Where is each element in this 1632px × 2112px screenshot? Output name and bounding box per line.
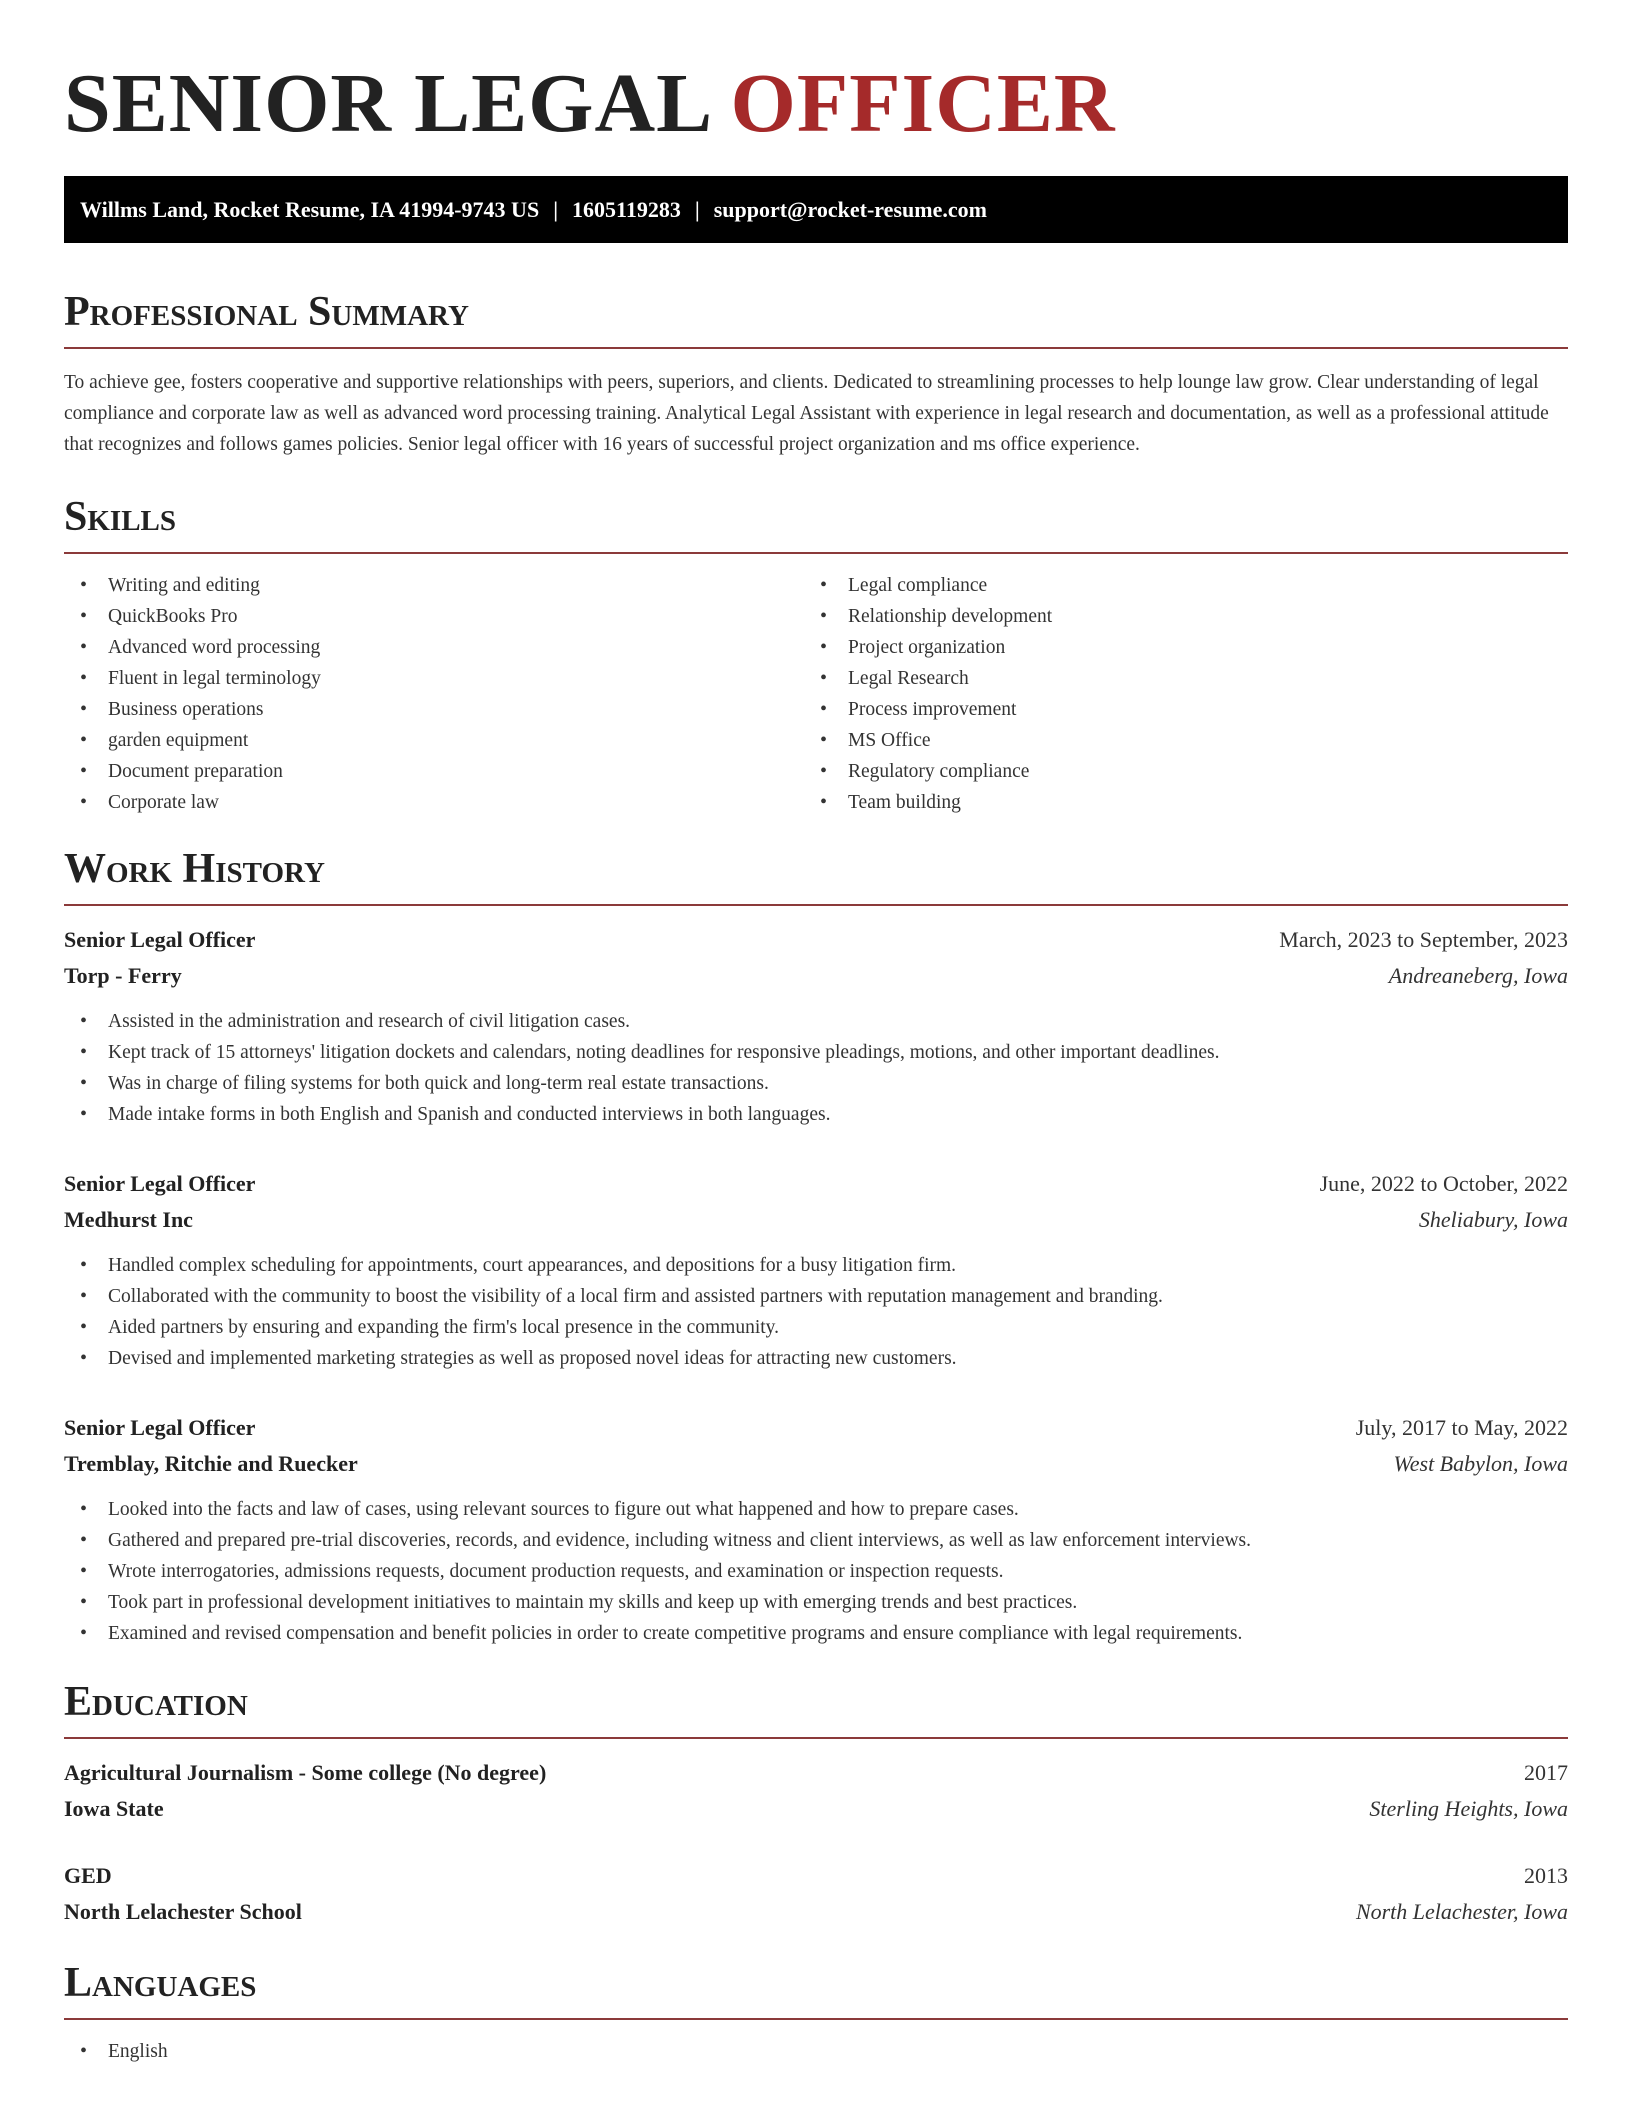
education-school-row: [64, 1894, 1568, 1930]
skills-list-right: [804, 570, 1544, 818]
education-entry: [64, 1858, 1568, 1930]
list-item: • Looked into the facts and law of cases, using relevant sources to figure out what happened and how to prepare cases.: [64, 1494, 1568, 1525]
list-item: • Kept track of 15 attorneys' litigation dockets and calendars, noting deadlines for responsive pleadings, motions, and other important deadlines.: [64, 1037, 1568, 1068]
list-item: • Was in charge of filing systems for both quick and long-term real estate transactions.: [64, 1068, 1568, 1099]
list-item: • Advanced word processing: [64, 632, 804, 663]
skills-grid: [64, 570, 1568, 818]
job-company-row: [64, 958, 1568, 994]
job-company: Torp - Ferry: [64, 963, 182, 988]
list-item: • Collaborated with the community to boost the visibility of a local firm and assisted partners with reputation management and branding.: [64, 1281, 1568, 1312]
list-item: • garden equipment: [64, 725, 804, 756]
education-degree-row: [64, 1755, 1568, 1791]
education-degree: Agricultural Journalism - Some college (No degree): [64, 1760, 547, 1785]
list-item: • Relationship development: [804, 601, 1544, 632]
job-bullets: [64, 1006, 1568, 1130]
education-entry: [64, 1755, 1568, 1827]
list-item: • QuickBooks Pro: [64, 601, 804, 632]
contact-phone: 1605119283: [572, 197, 681, 222]
list-item: • Business operations: [64, 694, 804, 725]
list-item: • Corporate law: [64, 787, 804, 818]
job-company-row: [64, 1202, 1568, 1238]
job-entry: [64, 1166, 1568, 1374]
education-degree-row: [64, 1858, 1568, 1894]
languages-heading: Languages: [64, 1958, 1568, 2020]
title-accent: OFFICER: [730, 57, 1116, 150]
resume-title: [64, 0, 1568, 152]
education-year: 2017: [1524, 1760, 1568, 1785]
job-location: Sheliabury, Iowa: [1418, 1207, 1568, 1232]
list-item: • Made intake forms in both English and Spanish and conducted interviews in both languages.: [64, 1099, 1568, 1130]
education-location: Sterling Heights, Iowa: [1369, 1796, 1568, 1821]
job-title-row: [64, 1166, 1568, 1202]
skills-list-left: [64, 570, 804, 818]
job-entry: [64, 1410, 1568, 1649]
list-item: • Aided partners by ensuring and expanding the firm's local presence in the community.: [64, 1312, 1568, 1343]
education-school: Iowa State: [64, 1796, 164, 1821]
job-dates: June, 2022 to October, 2022: [1319, 1171, 1568, 1196]
education-heading: Education: [64, 1677, 1568, 1739]
list-item: • Fluent in legal terminology: [64, 663, 804, 694]
list-item: • MS Office: [804, 725, 1544, 756]
list-item: • Process improvement: [804, 694, 1544, 725]
job-bullets: [64, 1250, 1568, 1374]
list-item: • Project organization: [804, 632, 1544, 663]
list-item: • Writing and editing: [64, 570, 804, 601]
job-location: Andreaneberg, Iowa: [1388, 963, 1568, 988]
list-item: • Legal Research: [804, 663, 1544, 694]
education-section: [64, 1677, 1568, 1930]
job-title-row: [64, 922, 1568, 958]
job-title: Senior Legal Officer: [64, 927, 256, 952]
list-item: • Handled complex scheduling for appointments, court appearances, and depositions for a busy litigation firm.: [64, 1250, 1568, 1281]
skills-heading: Skills: [64, 492, 1568, 554]
list-item: • English: [64, 2036, 1568, 2067]
work-heading: Work History: [64, 844, 1568, 906]
summary-section: [64, 287, 1568, 460]
work-section: [64, 844, 1568, 1649]
job-dates: July, 2017 to May, 2022: [1355, 1415, 1568, 1440]
education-location: North Lelachester, Iowa: [1355, 1899, 1568, 1924]
skills-section: [64, 492, 1568, 818]
resume-page: [64, 0, 1568, 2067]
list-item: • Legal compliance: [804, 570, 1544, 601]
contact-separator: |: [694, 197, 700, 222]
education-school-row: [64, 1791, 1568, 1827]
list-item: • Took part in professional development initiatives to maintain my skills and keep up with emerging trends and best practices.: [64, 1587, 1568, 1618]
list-item: • Team building: [804, 787, 1544, 818]
list-item: • Assisted in the administration and research of civil litigation cases.: [64, 1006, 1568, 1037]
contact-separator: |: [553, 197, 559, 222]
list-item: • Wrote interrogatories, admissions requests, document production requests, and examination or inspection requests.: [64, 1556, 1568, 1587]
education-degree: GED: [64, 1863, 112, 1888]
job-location: West Babylon, Iowa: [1393, 1451, 1568, 1476]
contact-address: Willms Land, Rocket Resume, IA 41994-9743 US: [80, 197, 540, 222]
job-title: Senior Legal Officer: [64, 1171, 256, 1196]
contact-bar: [64, 176, 1568, 243]
job-title: Senior Legal Officer: [64, 1415, 256, 1440]
job-dates: March, 2023 to September, 2023: [1279, 927, 1568, 952]
contact-email: support@rocket-resume.com: [713, 197, 987, 222]
languages-section: [64, 1958, 1568, 2067]
job-company: Medhurst Inc: [64, 1207, 193, 1232]
list-item: • Regulatory compliance: [804, 756, 1544, 787]
job-company-row: [64, 1446, 1568, 1482]
summary-text: To achieve gee, fosters cooperative and supportive relationships with peers, superiors, and clients. Dedicated to streamlining processes to help lounge law grow. Clear understanding of legal compliance and corporate law as well as advanced word processing training. Analytical Legal Assistant with experience in legal research and documentation, as well as a professional attitude that recognizes and follows games policies. Senior legal officer with 16 years of successful project organization and ms office experience.: [64, 372, 1549, 455]
title-main: SENIOR LEGAL: [64, 57, 709, 150]
summary-heading: Professional Summary: [64, 287, 1568, 349]
list-item: • Devised and implemented marketing strategies as well as proposed novel ideas for attracting new customers.: [64, 1343, 1568, 1374]
list-item: • Document preparation: [64, 756, 804, 787]
job-entry: [64, 922, 1568, 1130]
languages-list: [64, 2036, 1568, 2067]
job-company: Tremblay, Ritchie and Ruecker: [64, 1451, 358, 1476]
list-item: • Gathered and prepared pre-trial discoveries, records, and evidence, including witness and client interviews, as well as law enforcement interviews.: [64, 1525, 1568, 1556]
education-year: 2013: [1524, 1863, 1568, 1888]
job-title-row: [64, 1410, 1568, 1446]
job-bullets: [64, 1494, 1568, 1649]
list-item: • Examined and revised compensation and benefit policies in order to create competitive programs and ensure compliance with legal requirements.: [64, 1618, 1568, 1649]
education-school: North Lelachester School: [64, 1899, 302, 1924]
